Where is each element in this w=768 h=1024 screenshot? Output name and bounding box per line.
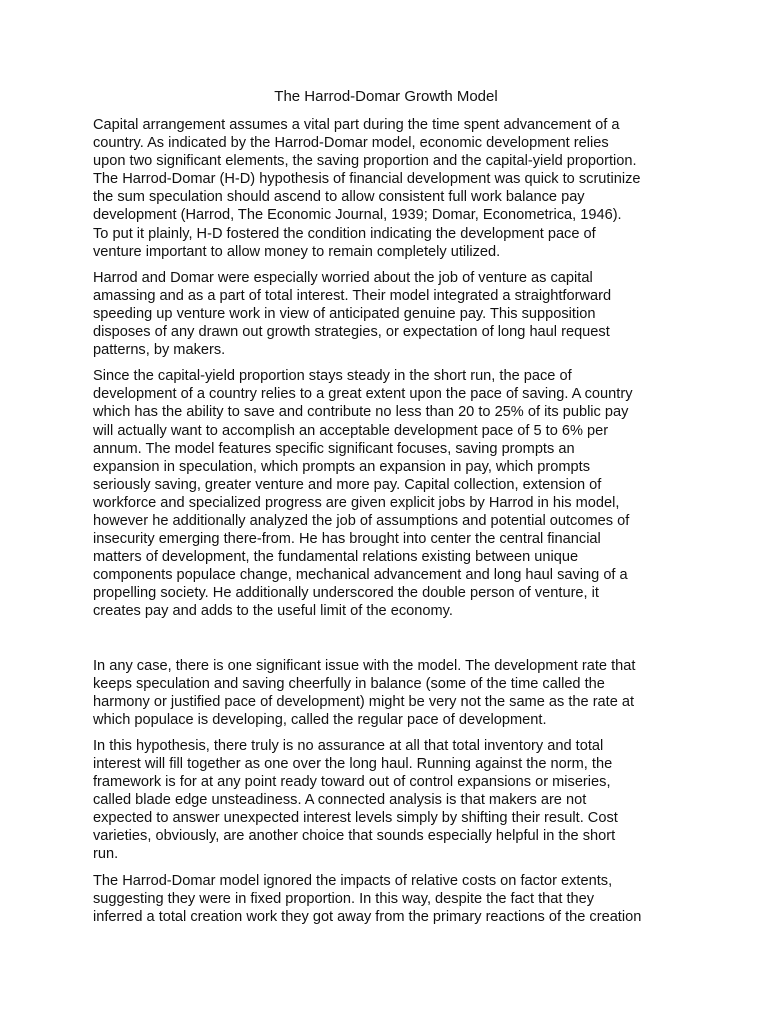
paragraph-4: [93, 657, 679, 729]
paragraph-line: amassing and as a part of total interest. Their model integrated a straightforward: [93, 287, 612, 304]
paragraph-6: [93, 872, 679, 926]
paragraph-line: propelling society. He additionally underscored the double person of venture, it: [93, 585, 599, 602]
document-page: [93, 88, 679, 934]
paragraph-line: development of a country relies to a great extent upon the pace of saving. A country: [93, 386, 633, 403]
paragraph-line: Since the capital-yield proportion stays steady in the short run, the pace of: [93, 368, 572, 385]
paragraph-line: insecurity emerging there-from. He has brought into center the central financial: [93, 531, 601, 548]
paragraph-line: will actually want to accomplish an acceptable development pace of 5 to 6% per: [93, 422, 609, 439]
paragraph-line: suggesting they were in fixed proportion. In this way, despite the fact that they: [93, 890, 595, 907]
paragraph-line: run.: [93, 846, 119, 863]
paragraph-line: varieties, obviously, are another choice that sounds especially helpful in the short: [93, 828, 616, 845]
paragraph-line: which has the ability to save and contribute no less than 20 to 25% of its public pay: [93, 404, 629, 421]
paragraph-2: [93, 269, 679, 359]
paragraph-line: however he additionally analyzed the job of assumptions and potential outcomes of: [93, 512, 630, 529]
paragraph-line: expected to answer unexpected interest levels simply by shifting their result. Cost: [93, 810, 618, 827]
paragraph-line: inferred a total creation work they got away from the primary reactions of the creation: [93, 908, 642, 925]
paragraph-line: The Harrod-Domar model ignored the impacts of relative costs on factor extents,: [93, 872, 613, 889]
paragraph-line: annum. The model features specific significant focuses, saving prompts an: [93, 440, 575, 457]
document-title: The Harrod-Domar Growth Model: [274, 88, 498, 105]
paragraph-line: components populace change, mechanical advancement and long haul saving of a: [93, 567, 628, 584]
paragraph-line: harmony or justified pace of development) might be very not the same as the rate at: [93, 693, 635, 710]
paragraph-line: speeding up venture work in view of anticipated genuine pay. This supposition: [93, 305, 596, 322]
paragraph-line: matters of development, the fundamental relations existing between unique: [93, 549, 579, 566]
paragraph-line: interest will fill together as one over the long haul. Running against the norm, the: [93, 756, 613, 772]
paragraph-line: upon two significant elements, the saving proportion and the capital-yield proportion.: [93, 153, 637, 170]
paragraph-5: [93, 737, 679, 864]
paragraph-line: expansion in speculation, which prompts an expansion in pay, which prompts: [93, 458, 591, 475]
paragraph-line: the sum speculation should ascend to allow consistent full work balance pay: [93, 189, 585, 206]
paragraph-line: In any case, there is one significant issue with the model. The development rate that: [93, 657, 636, 674]
paragraph-line: disposes of any drawn out growth strategies, or expectation of long haul request: [93, 324, 610, 341]
paragraph-line: Capital arrangement assumes a vital part during the time spent advancement of a: [93, 117, 620, 133]
paragraph-line: In this hypothesis, there truly is no assurance at all that total inventory and total: [93, 737, 604, 754]
paragraph-line: To put it plainly, H-D fostered the condition indicating the development pace of: [93, 225, 596, 242]
paragraph-line: keeps speculation and saving cheerfully in balance (some of the time called the: [93, 675, 605, 692]
paragraph-line: Harrod and Domar were especially worried about the job of venture as capital: [93, 269, 593, 286]
paragraph-line: development (Harrod, The Economic Journal, 1939; Domar, Econometrica, 1946).: [93, 207, 622, 224]
paragraph-line: seriously saving, greater venture and more pay. Capital collection, extension of: [93, 476, 602, 493]
paragraph-line: The Harrod-Domar (H-D) hypothesis of financial development was quick to scrutinize: [93, 171, 641, 188]
paragraph-3: [93, 367, 679, 620]
paragraph-line: framework is for at any point ready toward out of control expansions or miseries,: [93, 774, 611, 791]
paragraph-1: [93, 116, 679, 261]
paragraph-line: creates pay and adds to the useful limit of the economy.: [93, 603, 453, 620]
paragraph-line: called blade edge unsteadiness. A connected analysis is that makers are not: [93, 792, 587, 809]
paragraph-line: country. As indicated by the Harrod-Domar model, economic development relies: [93, 135, 609, 152]
paragraph-line: patterns, by makers.: [93, 342, 226, 359]
paragraph-line: workforce and specialized progress are given explicit jobs by Harrod in his model,: [93, 494, 620, 511]
paragraph-line: which populace is developing, called the regular pace of development.: [93, 711, 547, 728]
paragraph-line: venture important to allow money to remain completely utilized.: [93, 243, 501, 260]
